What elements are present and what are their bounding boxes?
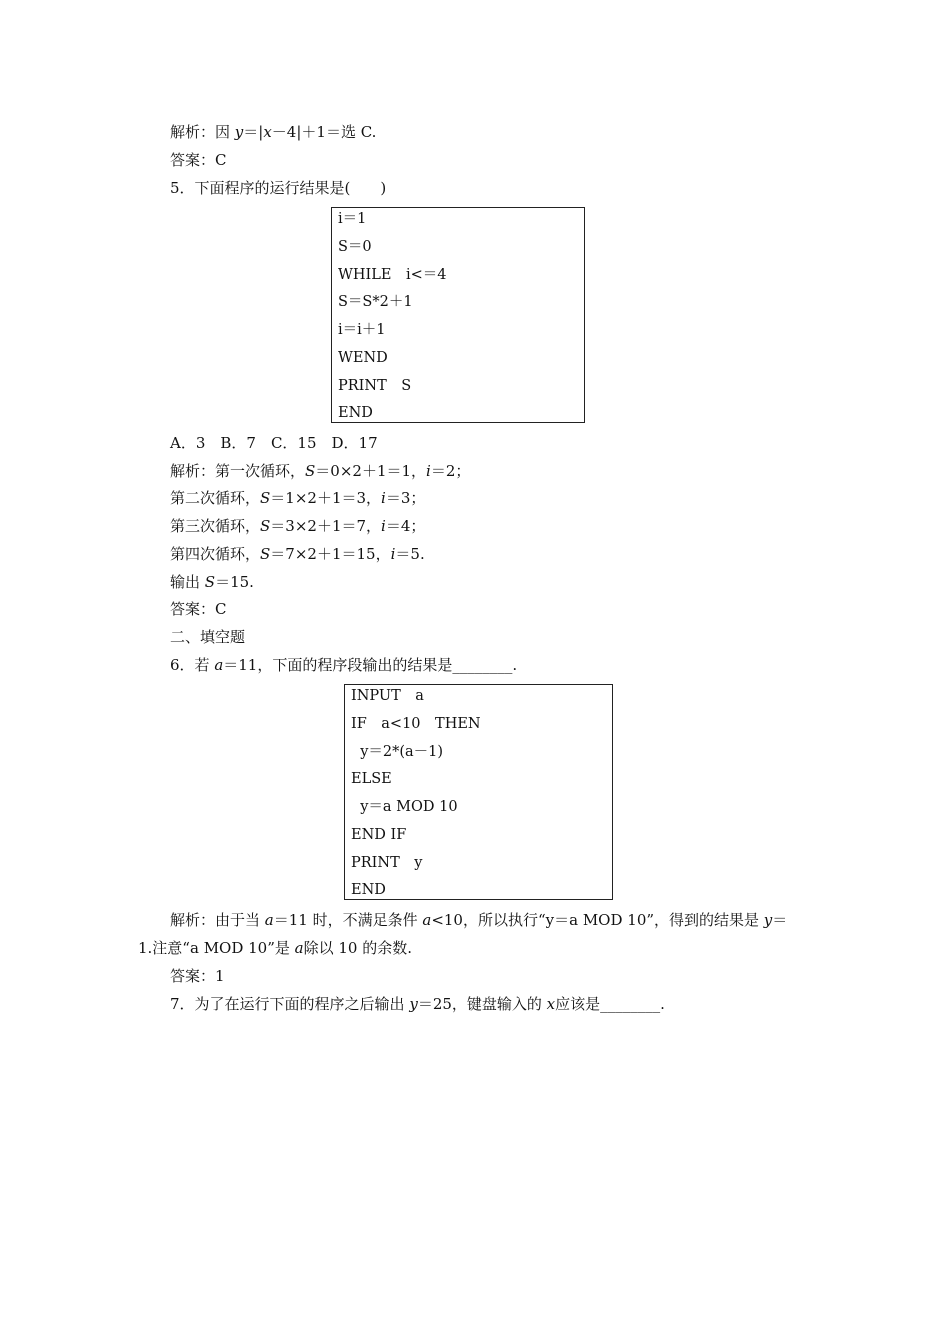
var-y: y [234, 123, 244, 141]
code-line: INPUT a [351, 688, 424, 704]
text: 7．为了在运行下面的程序之后输出 [170, 995, 410, 1013]
text: ＝4； [385, 517, 426, 535]
q4-analysis [170, 122, 376, 142]
text: ＝ [772, 911, 788, 929]
var-S: S [260, 489, 271, 507]
text: 1.注意“a MOD 10”是 [138, 939, 295, 957]
code-line: y＝a MOD 10 [351, 799, 458, 815]
var-y: y [763, 911, 773, 929]
text: ＝7×2＋1＝15， [270, 545, 391, 563]
var-i: i [381, 489, 386, 507]
text: 解析：由于当 [170, 911, 265, 929]
text: 6．若 [170, 656, 215, 674]
text: ＝2； [430, 462, 471, 480]
text: 第二次循环， [170, 489, 261, 507]
var-x: x [546, 995, 556, 1013]
code-line: IF a<10 THEN [351, 716, 481, 732]
code-line: END IF [351, 827, 407, 843]
q6-question [170, 655, 517, 675]
text: ＝1×2＋1＝3， [270, 489, 382, 507]
text: 解析：第一次循环， [170, 462, 306, 480]
var-i: i [390, 545, 396, 563]
text: ＝15. [215, 573, 254, 591]
var-x: x [263, 123, 272, 141]
code-line: WEND [338, 350, 388, 366]
var-S: S [305, 462, 316, 480]
code-line: y＝2*(a－1) [351, 744, 444, 760]
text: ＝3×2＋1＝7， [270, 517, 382, 535]
code-line: PRINT S [338, 378, 412, 394]
var-S: S [260, 517, 271, 535]
var-i: i [426, 462, 431, 480]
code-line: WHILE i<＝4 [338, 267, 447, 283]
code-line: END [338, 405, 373, 421]
text: 解析：因 [170, 123, 235, 141]
code-line: i＝1 [338, 211, 367, 227]
code-line: i＝i＋1 [338, 322, 386, 338]
text: ＝11 时，不满足条件 [273, 911, 423, 929]
text: ＝5. [395, 545, 425, 563]
text: <10，所以执行“y＝a MOD 10”，得到的结果是 [431, 911, 764, 929]
q5-analysis-line [170, 516, 425, 536]
q5-output [170, 572, 254, 592]
text: 第四次循环， [170, 545, 261, 563]
text: ＝3； [385, 489, 426, 507]
q5-question: 5．下面程序的运行结果是( ) [170, 179, 387, 197]
var-a: a [294, 939, 304, 957]
q6-analysis-cont [138, 938, 412, 958]
q5-analysis-line [170, 461, 470, 481]
var-S: S [204, 573, 216, 591]
text: ＝11，下面的程序段输出的结果是________. [223, 656, 518, 674]
text: ＝25，键盘输入的 [417, 995, 547, 1013]
q5-analysis-line [170, 488, 425, 508]
text: ＝0×2＋1＝1， [315, 462, 427, 480]
q5-options: A．3 B．7 C．15 D．17 [170, 434, 378, 452]
q6-analysis [170, 910, 787, 930]
q4-answer: 答案：C [170, 151, 227, 169]
var-i: i [381, 517, 386, 535]
code-line: END [351, 882, 386, 898]
text: 除以 10 的余数. [303, 939, 413, 957]
q6-code-box [344, 684, 613, 900]
var-y: y [409, 995, 418, 1013]
q7-question [170, 994, 665, 1014]
q5-analysis-line [170, 544, 425, 564]
text: 第三次循环， [170, 517, 261, 535]
code-line: ELSE [351, 771, 392, 787]
q5-answer: 答案：C [170, 600, 227, 618]
q6-answer: 答案：1 [170, 967, 225, 985]
section-heading: 二、填空题 [170, 628, 246, 646]
text: 输出 [170, 573, 205, 591]
code-line: S＝0 [338, 239, 372, 255]
var-a: a [264, 911, 274, 929]
code-line: S＝S*2＋1 [338, 294, 413, 310]
code-line: PRINT y [351, 855, 423, 871]
q5-code-box [331, 207, 585, 423]
var-a: a [214, 656, 224, 674]
var-a: a [422, 911, 432, 929]
text: ＝| [243, 123, 264, 141]
var-S: S [260, 545, 271, 563]
text: 应该是________. [555, 995, 665, 1013]
text: －4|＋1＝选 C. [271, 123, 377, 141]
